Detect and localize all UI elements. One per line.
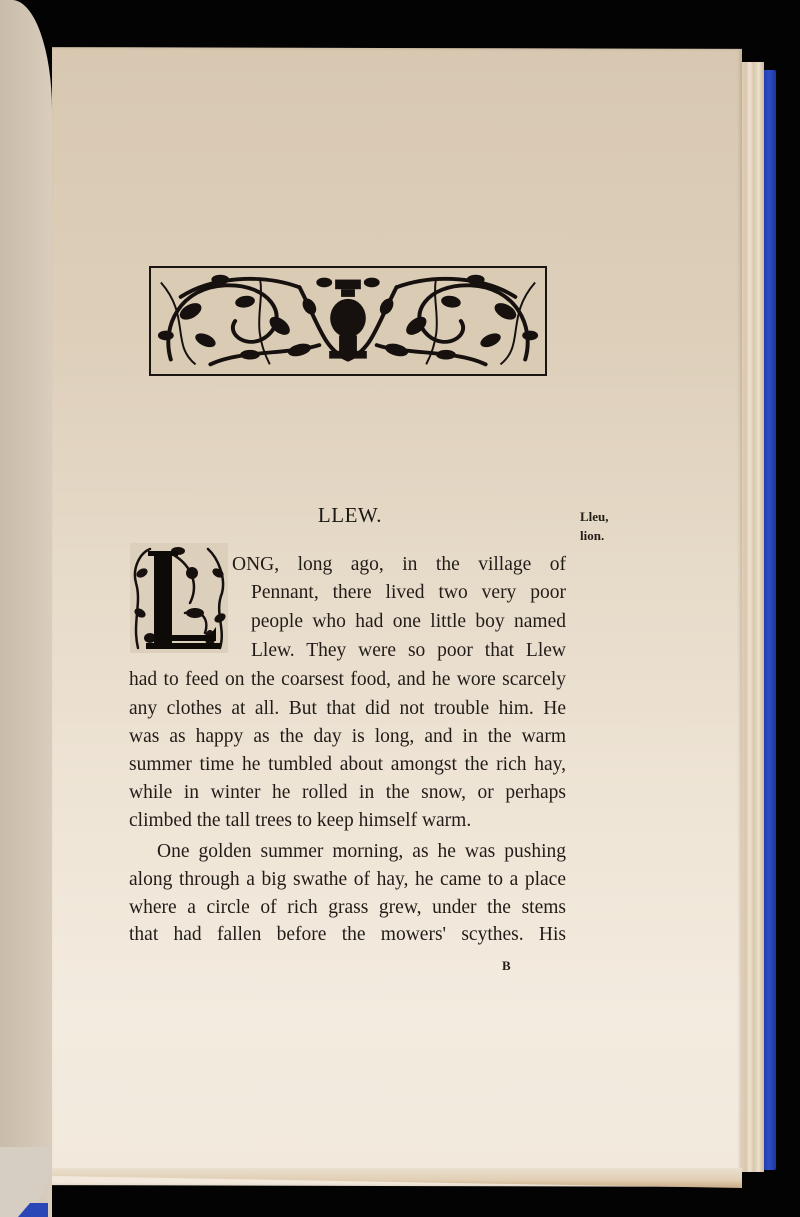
text-line: while in winter he rolled in the snow, or perhaps [129,782,566,803]
left-facing-page-edge [0,0,52,1217]
sidenote-line: Lleu, [580,509,609,524]
text-line: Llew. They were so poor that Llew [251,640,566,661]
text-line: along through a big swathe of hay, he came to a place [129,869,566,890]
text-line: climbed the tall trees to keep himself warm. [129,810,472,831]
ornamental-headpiece [149,266,547,376]
sidenote-line: lion. [580,528,605,543]
text-line: where a circle of rich grass grew, under the stems [129,897,566,918]
chapter-title: LLEW. [317,503,383,527]
decorated-letter-l-icon [130,543,228,653]
foliage-ornament-icon [151,268,545,374]
drop-cap-initial [130,543,228,653]
text-line: Pennant, there lived two very poor [251,582,566,603]
signature-mark: B [502,958,511,973]
text-line: had to feed on the coarsest food, and he wore scarcely [129,669,566,690]
margin-sidenote [580,507,640,545]
blue-book-cover-edge [762,70,776,1170]
text-line: was as happy as the day is long, and in the warm [129,726,566,747]
text-line: ONG, long ago, in the village of [232,554,566,575]
text-line: people who had one little boy named [251,611,566,632]
text-line: summer time he tumbled about amongst the rich hay, [129,754,566,775]
text-line: One golden summer morning, as he was pushing [157,841,566,862]
text-line: any clothes at all. But that did not trouble him. He [129,698,566,719]
text-line: that had fallen before the mowers' scythes. His [129,924,566,945]
